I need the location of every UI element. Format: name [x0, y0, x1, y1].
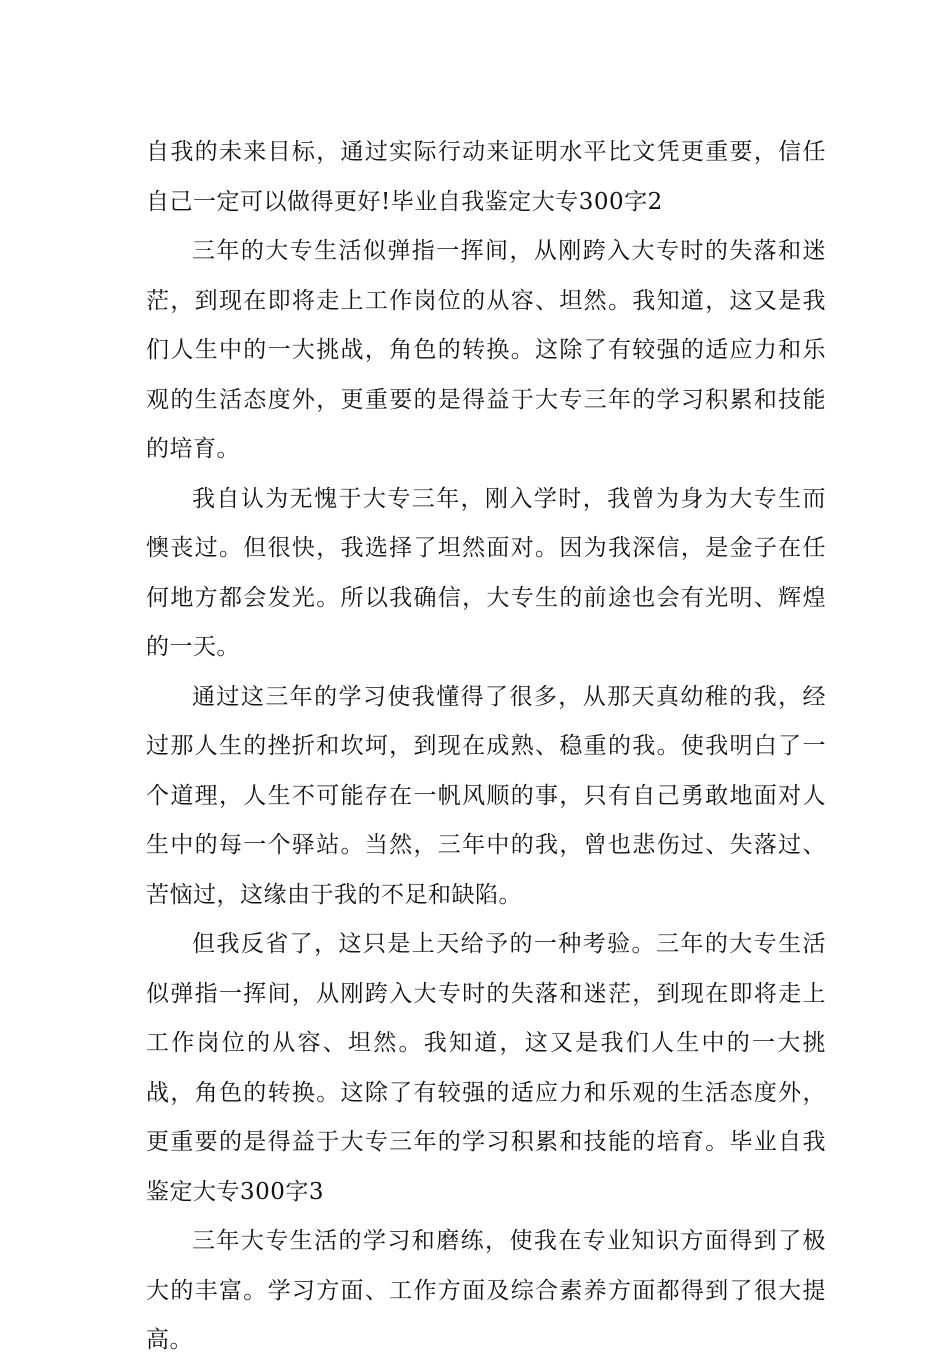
document-body: [146, 128, 826, 1366]
paragraph: 通过这三年的学习使我懂得了很多，从那天真幼稚的我，经过那人生的挫折和坎坷，到现在成熟、稳重的我。使我明白了一个道理，人生不可能存在一帆风顺的事，只有自己勇敢地面对人生中的每一个驿站。当然，三年中的我，曾也悲伤过、失落过、苦恼过，这缘由于我的不足和缺陷。: [146, 683, 826, 908]
paragraph: 我自认为无愧于大专三年，刚入学时，我曾为身为大专生而懊丧过。但很快，我选择了坦然面对。因为我深信，是金子在任何地方都会发光。所以我确信，大专生的前途也会有光明、辉煌的一天。: [146, 485, 826, 660]
paragraph: 三年大专生活的学习和磨练，使我在专业知识方面得到了极大的丰富。学习方面、工作方面及综合素养方面都得到了很大提高。: [146, 1228, 826, 1353]
paragraph: 但我反省了，这只是上天给予的一种考验。三年的大专生活似弹指一挥间，从刚跨入大专时的失落和迷茫，到现在即将走上工作岗位的从容、坦然。我知道，这又是我们人生中的一大挑战，角色的转换。这除了有较强的适应力和乐观的生活态度外，更重要的是得益于大专三年的学习积累和技能的培育。毕业自我鉴定大专300字3: [146, 931, 826, 1205]
paragraph: 三年的大专生活似弹指一挥间，从刚跨入大专时的失落和迷茫，到现在即将走上工作岗位的从容、坦然。我知道，这又是我们人生中的一大挑战，角色的转换。这除了有较强的适应力和乐观的生活态度外，更重要的是得益于大专三年的学习积累和技能的培育。: [146, 238, 826, 462]
paragraph-continuation: 自我的未来目标，通过实际行动来证明水平比文凭更重要，信任自己一定可以做得更好!毕业自我鉴定大专300字2: [146, 139, 826, 215]
